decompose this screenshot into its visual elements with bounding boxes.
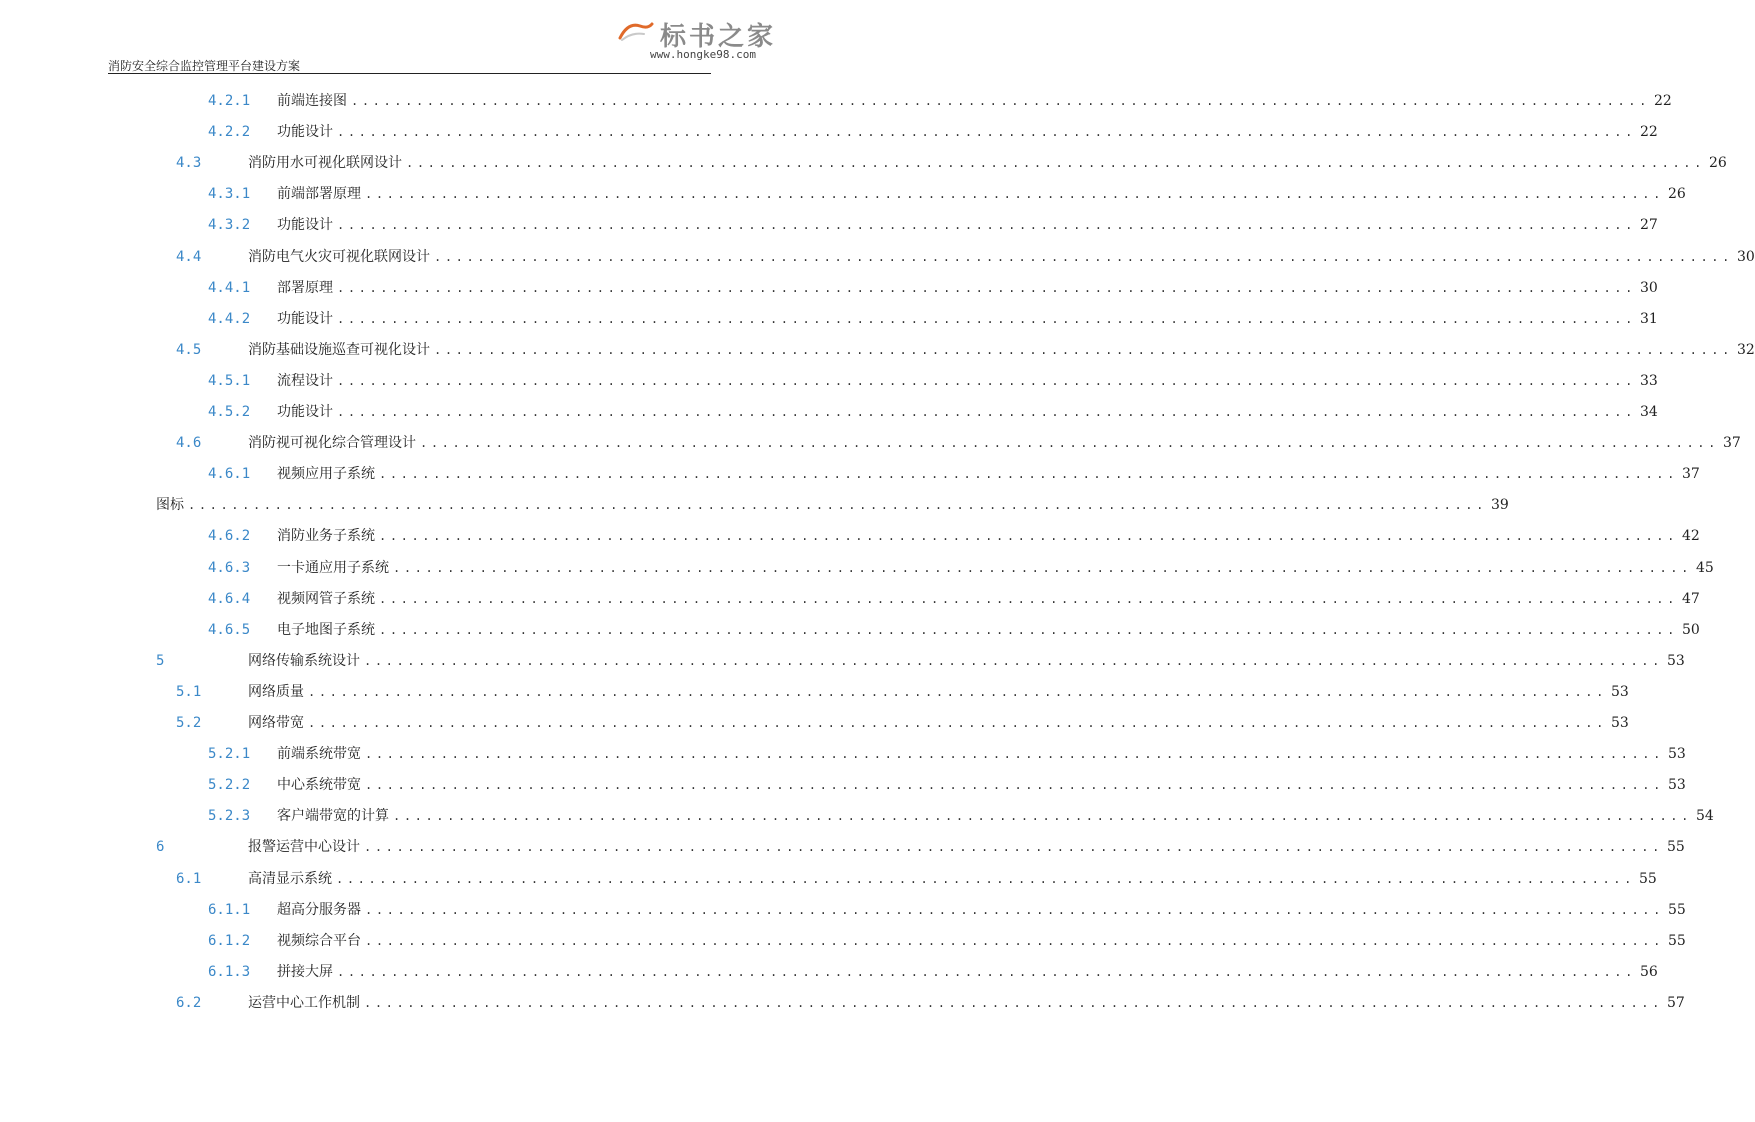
toc-leader-dots: ........................................................................................................................	[365, 187, 1664, 202]
toc-leader-dots: ........................................................................................................................	[406, 156, 1705, 171]
toc-entry-page: 53	[1610, 683, 1629, 700]
toc-entry-page: 22	[1653, 93, 1672, 109]
toc-entry-title: 功能设计	[277, 310, 333, 327]
toc-entry-page: 32	[1736, 341, 1755, 358]
toc-entry-title: 功能设计	[277, 404, 333, 420]
toc-entry[interactable]	[0, 215, 1658, 235]
toc-entry[interactable]	[0, 278, 1658, 298]
toc-entry-number: 4.3.1	[208, 186, 251, 203]
toc-entry-title: 图标	[156, 497, 184, 514]
toc-entry-title: 报警运营中心设计	[248, 839, 360, 856]
toc-entry-number: 6.1.3	[208, 963, 251, 980]
toc-leader-dots: ........................................................................................................................	[365, 778, 1664, 793]
toc-entry-title: 消防用水可视化联网设计	[248, 155, 402, 172]
toc-entry-title: 前端连接图	[277, 93, 347, 109]
toc-entry-page: 42	[1681, 528, 1700, 545]
toc-entry-title: 网络传输系统设计	[248, 652, 360, 669]
toc-entry-page: 55	[1667, 901, 1686, 918]
toc-entry-title: 中心系统带宽	[277, 777, 361, 794]
toc-entry-number: 4.6.4	[208, 590, 251, 607]
toc-entry[interactable]	[0, 589, 1700, 609]
toc-entry-page: 30	[1639, 279, 1658, 296]
toc-entry[interactable]	[0, 526, 1700, 546]
toc-entry-page: 50	[1681, 621, 1700, 638]
toc-leader-dots: ........................................................................................................................	[308, 684, 1607, 699]
toc-entry-number: 5.2	[176, 715, 202, 731]
toc-entry-number: 5	[156, 652, 165, 669]
toc-leader-dots: ........................................................................................................................	[379, 467, 1678, 482]
logo-icon	[618, 20, 654, 42]
toc-entry-page: 55	[1666, 839, 1685, 856]
toc-leader-dots: ........................................................................................................................	[393, 560, 1692, 575]
toc-leader-dots: ........................................................................................................................	[420, 436, 1719, 451]
toc-leader-dots: ........................................................................................................................	[365, 902, 1664, 917]
toc-entry-title: 功能设计	[277, 217, 333, 234]
toc-leader-dots: ........................................................................................................................	[379, 622, 1678, 637]
toc-leader-dots: ........................................................................................................................	[337, 218, 1636, 233]
toc-leader-dots: ........................................................................................................................	[351, 94, 1650, 108]
toc-entry[interactable]	[0, 900, 1686, 920]
toc-entry-title: 前端部署原理	[277, 186, 361, 203]
toc-entry-title: 消防电气火灾可视化联网设计	[248, 248, 430, 265]
toc-leader-dots: ........................................................................................................................	[337, 964, 1636, 979]
toc-entry-number: 4.5.2	[208, 404, 251, 420]
toc-entry[interactable]	[0, 962, 1658, 982]
toc-entry-title: 消防业务子系统	[277, 528, 375, 545]
toc-entry-title: 电子地图子系统	[277, 621, 375, 638]
toc-entry-page: 47	[1681, 590, 1700, 607]
toc-entry-page: 37	[1722, 435, 1741, 452]
toc-leader-dots: ........................................................................................................................	[337, 280, 1636, 295]
toc-entry-title: 部署原理	[277, 279, 333, 296]
toc-entry-number: 4.6.5	[208, 621, 251, 638]
toc-entry-page: 39	[1490, 497, 1509, 514]
toc-entry-number: 4.6	[176, 435, 202, 452]
toc-leader-dots: ........................................................................................................................	[308, 716, 1607, 730]
toc-entry[interactable]	[0, 775, 1686, 795]
toc-entry[interactable]	[0, 464, 1700, 484]
toc-entry-page: 31	[1639, 310, 1658, 327]
toc-entry[interactable]	[0, 837, 1685, 857]
toc-entry-page: 26	[1708, 155, 1727, 172]
toc-entry-number: 4.6.3	[208, 559, 251, 576]
toc-entry[interactable]	[0, 713, 1629, 733]
toc-entry-page: 57	[1666, 994, 1685, 1011]
toc-entry[interactable]	[0, 309, 1658, 329]
toc-entry[interactable]	[0, 153, 1727, 173]
toc-entry-page: 30	[1736, 248, 1755, 265]
toc-entry-title: 视频综合平台	[277, 932, 361, 949]
toc-entry-title: 前端系统带宽	[277, 746, 361, 763]
toc-entry-number: 4.3	[176, 155, 202, 172]
logo-text: 标书之家	[660, 22, 777, 52]
logo-url: www.hongke98.com	[650, 48, 756, 61]
toc-entry-page: 54	[1695, 808, 1714, 825]
toc-entry-number: 4.6.1	[208, 466, 251, 483]
toc-entry-page: 37	[1681, 466, 1700, 483]
toc-entry-number: 4.4.2	[208, 310, 251, 327]
toc-entry[interactable]	[0, 682, 1629, 702]
toc-entry-title: 视频网管子系统	[277, 590, 375, 607]
toc-leader-dots: ........................................................................................................................	[337, 405, 1636, 419]
toc-entry-number: 5.2.3	[208, 808, 251, 825]
toc-entry-number: 4.2.2	[208, 124, 251, 141]
toc-entry-number: 5.2.1	[208, 746, 251, 763]
toc-leader-dots: ........................................................................................................................	[364, 840, 1663, 855]
toc-entry-page: 27	[1639, 217, 1658, 234]
toc-entry-number: 5.2.2	[208, 777, 251, 794]
toc-leader-dots: ........................................................................................................................	[434, 342, 1733, 357]
toc-entry-number: 6	[156, 839, 165, 856]
toc-leader-dots: ........................................................................................................................	[379, 529, 1678, 544]
toc-leader-dots: ........................................................................................................................	[337, 373, 1636, 388]
toc-entry-title: 消防基础设施巡查可视化设计	[248, 341, 430, 358]
toc-entry[interactable]	[0, 495, 1509, 515]
toc-entry-number: 4.4.1	[208, 279, 251, 296]
toc-entry[interactable]	[0, 433, 1741, 453]
toc-entry-title: 超高分服务器	[277, 901, 361, 918]
toc-entry-title: 功能设计	[277, 124, 333, 141]
toc-entry[interactable]	[0, 184, 1686, 204]
toc-leader-dots: ........................................................................................................................	[393, 809, 1692, 824]
toc-entry[interactable]	[0, 371, 1658, 391]
toc-entry[interactable]	[0, 558, 1714, 578]
toc-entry-page: 53	[1667, 746, 1686, 763]
toc-entry-number: 4.3.2	[208, 217, 251, 234]
toc-entry-page: 53	[1667, 777, 1686, 794]
toc-entry-page: 55	[1667, 932, 1686, 949]
toc-entry-number: 4.5.1	[208, 372, 251, 389]
toc-entry[interactable]	[0, 651, 1685, 671]
toc-entry-title: 拼接大屏	[277, 963, 333, 980]
toc-entry-number: 4.2.1	[208, 93, 251, 109]
toc-entry[interactable]	[0, 931, 1686, 951]
toc-entry-number: 5.1	[176, 683, 202, 700]
toc-entry-title: 流程设计	[277, 372, 333, 389]
toc-entry-page: 33	[1639, 372, 1658, 389]
toc-leader-dots: ........................................................................................................................	[379, 591, 1678, 606]
toc-entry[interactable]	[0, 122, 1658, 142]
toc-entry-page: 53	[1666, 652, 1685, 669]
toc-entry[interactable]	[0, 91, 1672, 111]
toc-entry[interactable]	[0, 869, 1657, 889]
toc-entry[interactable]	[0, 620, 1700, 640]
toc-entry-number: 6.2	[176, 994, 202, 1011]
toc-entry-page: 55	[1638, 870, 1657, 887]
toc-entry-page: 53	[1610, 715, 1629, 731]
toc-entry-title: 网络带宽	[248, 715, 304, 731]
toc-entry-number: 6.1.2	[208, 932, 251, 949]
header-divider	[108, 73, 711, 74]
toc-entry-page: 45	[1695, 559, 1714, 576]
toc-leader-dots: ........................................................................................................................	[364, 653, 1663, 668]
toc-entry-page: 56	[1639, 963, 1658, 980]
toc-entry[interactable]	[0, 340, 1755, 360]
toc-entry-title: 高清显示系统	[248, 870, 332, 887]
toc-entry-page: 22	[1639, 124, 1658, 141]
document-title: 消防安全综合监控管理平台建设方案	[108, 59, 301, 73]
site-logo	[610, 14, 785, 72]
toc-entry-number: 4.6.2	[208, 528, 251, 545]
toc-entry[interactable]	[0, 402, 1658, 422]
toc-entry[interactable]	[0, 806, 1714, 826]
toc-leader-dots: ........................................................................................................................	[365, 933, 1664, 948]
toc-entry-title: 运营中心工作机制	[248, 994, 360, 1011]
toc-entry[interactable]	[0, 993, 1685, 1013]
toc-entry-title: 一卡通应用子系统	[277, 559, 389, 576]
toc-leader-dots: ........................................................................................................................	[188, 498, 1487, 513]
toc-entry-number: 6.1	[176, 870, 202, 887]
toc-leader-dots: ........................................................................................................................	[337, 311, 1636, 326]
toc-entry-number: 4.4	[176, 248, 202, 265]
toc-leader-dots: ........................................................................................................................	[364, 995, 1663, 1010]
toc-entry-title: 网络质量	[248, 683, 304, 700]
toc-leader-dots: ........................................................................................................................	[337, 125, 1636, 140]
toc-leader-dots: ........................................................................................................................	[365, 747, 1664, 762]
toc-entry-title: 消防视可视化综合管理设计	[248, 435, 416, 452]
toc-entry-page: 26	[1667, 186, 1686, 203]
toc-entry-number: 4.5	[176, 341, 202, 358]
toc-leader-dots: ........................................................................................................................	[336, 871, 1635, 886]
toc-entry-page: 34	[1639, 404, 1658, 420]
toc-entry-title: 客户端带宽的计算	[277, 808, 389, 825]
toc-entry-title: 视频应用子系统	[277, 466, 375, 483]
toc-leader-dots: ........................................................................................................................	[434, 249, 1733, 264]
toc-entry[interactable]	[0, 744, 1686, 764]
toc-entry-number: 6.1.1	[208, 901, 251, 918]
toc-entry[interactable]	[0, 247, 1755, 267]
